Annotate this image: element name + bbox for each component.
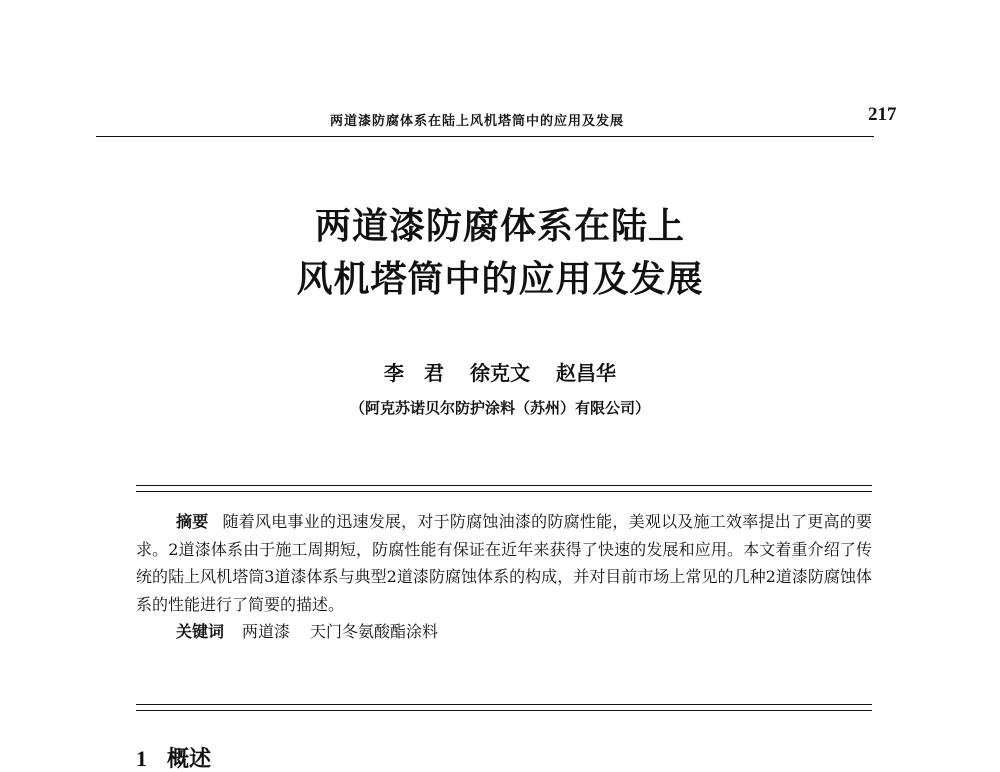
abstract-top-rule-2 [136, 491, 872, 492]
keywords-label: 关键词 [176, 622, 225, 641]
abstract-text: 随着风电事业的迅速发展，对于防腐蚀油漆的防腐性能，美观以及施工效率提出了更高的要求。2道漆体系由于施工周期短，防腐性能有保证在近年来获得了快速的发展和应用。本文着重介绍了传统的陆上风机塔筒3道漆体系与典型2道漆防腐蚀体系的构成，并对目前市场上常见的几种2道漆防腐蚀体系的性能进行了简要的描述。 [136, 512, 872, 614]
author-name: 赵昌华 [556, 361, 616, 385]
section-heading [136, 748, 211, 770]
abstract-top-rule [136, 485, 872, 486]
author-name: 徐克文 [470, 361, 530, 385]
abstract-bottom-rule-2 [136, 710, 872, 711]
author-list [200, 363, 800, 383]
keyword: 天门冬氨酸酯涂料 [310, 622, 439, 641]
author-name: 李 君 [384, 361, 444, 385]
page-number: 217 [868, 104, 897, 125]
affiliation: （阿克苏诺贝尔防护涂料（苏州）有限公司） [349, 399, 650, 417]
title-line-2: 风机塔筒中的应用及发展 [296, 258, 704, 300]
keywords [136, 618, 872, 646]
keyword: 两道漆 [242, 622, 291, 641]
abstract-paragraph [136, 508, 872, 618]
abstract-bottom-rule [136, 704, 872, 705]
section-number: 1 [136, 746, 147, 771]
abstract-label: 摘要 [176, 512, 209, 531]
abstract-block [136, 508, 872, 646]
header-rule [96, 136, 874, 137]
running-head: 两道漆防腐体系在陆上风机塔筒中的应用及发展 [330, 114, 625, 129]
section-title: 概述 [167, 746, 212, 772]
title-line-1: 两道漆防腐体系在陆上 [314, 205, 685, 247]
